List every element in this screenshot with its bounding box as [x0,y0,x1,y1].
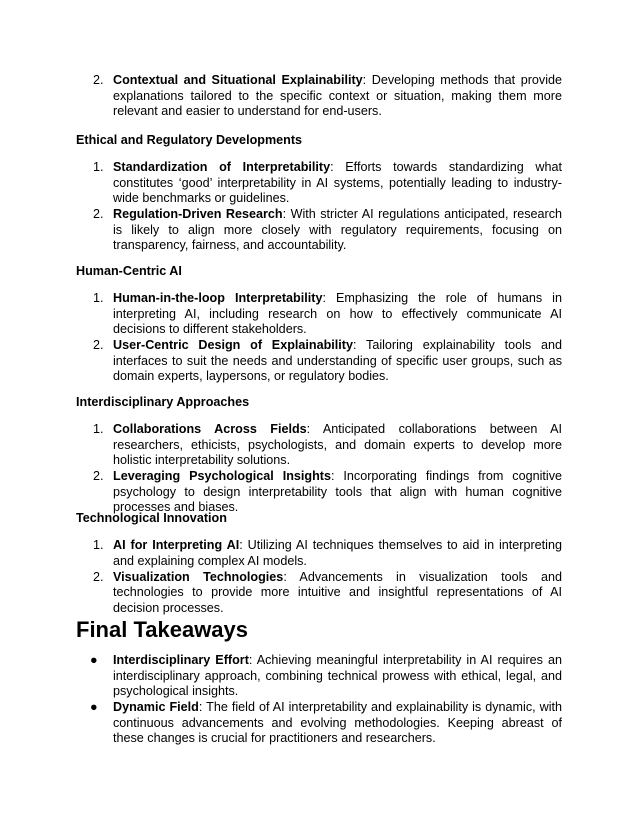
list-item [76,653,562,700]
final-takeaways-list [76,653,562,747]
list-item-text: : Efforts towards standardizing what constitutes ‘good’ interpretability in AI systems, potentially leading to industry-wide benchmarks or guidelines. [113,160,562,206]
list-item-text: : The field of AI interpretability and explainability is dynamic, with continuous advancements and evolving methodologies. Keeping abreast of these changes is crucial for practitioners and researchers. [113,700,563,746]
ethical-list [76,160,562,254]
list-item-title: Human-in-the-loop Interpretability [113,291,323,305]
list-item [76,700,562,747]
list-item-text: : Advancements in visualization tools and technologies to provide more intuitive and insightful representations of AI decision processes. [113,569,563,615]
bullet-icon: ● [90,700,98,715]
list-item-text: : Emphasizing the role of humans in interpreting AI, including research on how to effectively communicate AI decisions to different stakeholders. [113,291,562,337]
list-item [76,338,562,385]
section-heading-ethical: Ethical and Regulatory Developments [76,133,303,147]
list-item-text: : Utilizing AI techniques themselves to aid in interpreting and explaining complex AI models. [113,538,562,568]
list-item-title: Interdisciplinary Effort [113,653,249,667]
bullet-icon: ● [90,653,98,667]
list-item [76,291,562,338]
list-item-title: AI for Interpreting AI [113,538,240,552]
list-item-title: Visualization Technologies [113,569,284,584]
list-item-title: Leveraging Psychological Insights [113,469,331,484]
list-item [76,469,562,516]
list-item [76,422,562,469]
section-heading-interdisciplinary: Interdisciplinary Approaches [76,395,250,409]
list-item [76,570,562,617]
list-item-text: : With stricter AI regulations anticipated, research is likely to align more closely with regulatory requirements, focusing on transparency, fairness, and accountability. [113,207,563,253]
list-number: 1. [93,538,104,552]
human-centric-list [76,291,562,385]
list-item [76,73,562,120]
list-item-title: Collaborations Across Fields [113,422,307,436]
interdisciplinary-list [76,422,562,516]
list-number: 2. [93,73,104,87]
list-number: 2. [93,569,104,584]
list-item-title: User-Centric Design of Explainability [113,338,353,353]
section-heading-technological: Technological Innovation [76,511,227,525]
list-item-text: : Achieving meaningful interpretability in AI requires an interdisciplinary approach, combining technical prowess with ethical, legal, and psychological insights. [113,653,563,699]
list-item-text: : Anticipated collaborations between AI researchers, ethicists, psychologists, and domain experts to develop more holistic interpretability solutions. [113,422,562,468]
list-item-text: : Tailoring explainability tools and interfaces to suit the needs and understanding of specific user groups, such as domain experts, laypersons, or regulatory bodies. [113,338,562,384]
section-heading-human-centric: Human-Centric AI [76,264,182,278]
final-takeaways-heading: Final Takeaways [76,617,249,642]
list-item [76,538,562,569]
list-number: 1. [93,422,104,436]
list-number: 2. [93,469,104,484]
list-number: 2. [93,207,104,222]
list-item-text: : Developing methods that provide explanations tailored to the specific context or situation, making them more relevant and easier to understand for end-users. [113,73,562,119]
contextual-list [76,73,562,120]
list-number: 2. [93,338,104,353]
list-item-text: : Incorporating findings from cognitive psychology to design interpretability tools that align with human cognitive processes and biases. [113,469,562,515]
list-item [76,207,562,254]
list-item-title: Standardization of Interpretability [113,160,331,174]
list-item-title: Dynamic Field [113,700,199,715]
list-number: 1. [93,160,104,174]
list-number: 1. [93,291,104,305]
list-item-title: Regulation-Driven Research [113,207,283,222]
list-item-title: Contextual and Situational Explainability [113,73,363,87]
list-item [76,160,562,207]
technological-list [76,538,562,616]
